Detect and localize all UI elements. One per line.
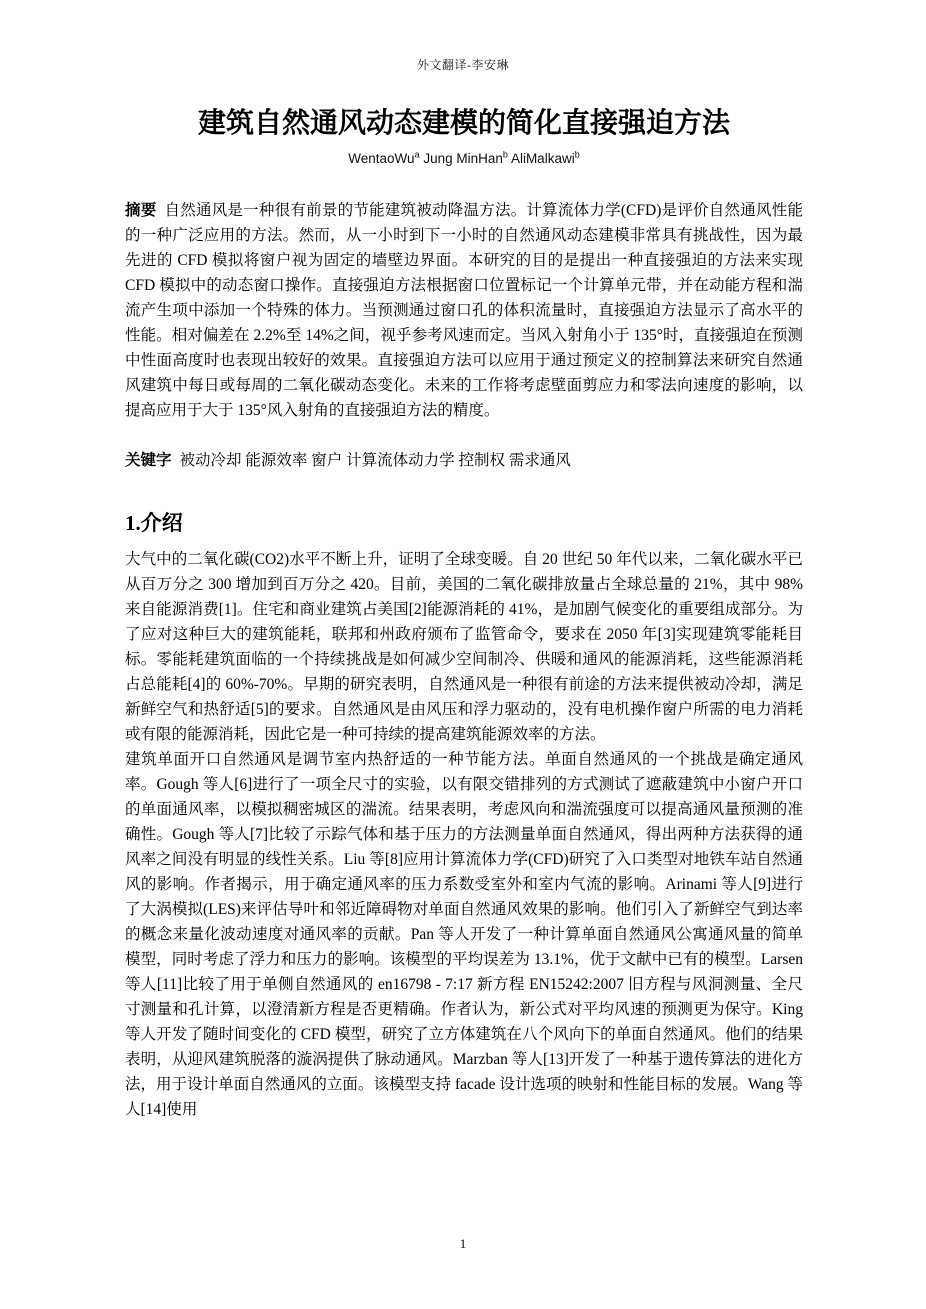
abstract-label: 摘要 (125, 202, 157, 220)
keywords-label: 关键字 (125, 452, 172, 470)
abstract-paragraph (125, 198, 803, 423)
author-name: Jung MinHan (423, 151, 503, 167)
author-name: WentaoWu (348, 151, 415, 167)
author-affiliation-mark: a (414, 149, 420, 160)
paper-title: 建筑自然通风动态建模的简化直接强迫方法 (197, 108, 730, 139)
page-number: 1 (459, 1236, 467, 1251)
page-content (125, 106, 803, 1122)
abstract-text: 自然通风是一种很有前景的节能建筑被动降温方法。计算流体力学(CFD)是评价自然通风性能的一种广泛应用的方法。然而，从一小时到下一小时的自然通风动态建模非常具有挑战性，因为最先进的 CFD 模拟将窗户视为固定的墙壁边界面。本研究的目的是提出一种直接强迫的方法来实现 CFD 模拟中的动态窗口操作。直接强迫方法根据窗口位置标记一个计算单元带，并在动能方程和湍流产生项中添加一个特殊的体力。当预测通过窗口孔的体积流量时，直接强迫方法显示了高水平的性能。相对偏差在 2.2%至 14%之间，视乎参考风速而定。当风入射角小于 135°时，直接强迫在预测中性面高度时也表现出较好的效果。直接强迫方法可以应用于通过预定义的控制算法来研究自然通风建筑中每日或每周的二氧化碳动态变化。未来的工作将考虑壁面剪应力和零法向速度的影响，以提高应用于大于 135°风入射角的直接强迫方法的精度。 (125, 202, 803, 420)
author-affiliation-mark: b (502, 149, 508, 160)
keywords-text: 被动冷却 能源效率 窗户 计算流体动力学 控制权 需求通风 (179, 452, 571, 470)
body-paragraph-2: 建筑单面开口自然通风是调节室内热舒适的一种节能方法。单面自然通风的一个挑战是确定通风率。Gough 等人[6]进行了一项全尺寸的实验，以有限交错排列的方式测试了遮蔽建筑中小窗户开口的单面通风率，以模拟稠密城区的湍流。结果表明，考虑风向和湍流强度可以提高通风量预测的准确性。Gough 等人[7]比较了示踪气体和基于压力的方法测量单面自然通风，得出两种方法获得的通风率之间没有明显的线性关系。Liu 等[8]应用计算流体力学(CFD)研究了入口类型对地铁车站自然通风的影响。作者揭示，用于确定通风率的压力系数受室外和室内气流的影响。Arinami 等人[9]进行了大涡模拟(LES)来评估导叶和邻近障碍物对单面自然通风效果的影响。他们引入了新鲜空气到达率的概念来量化波动速度对通风率的贡献。Pan 等人开发了一种计算单面自然通风公寓通风量的简单模型，同时考虑了浮力和压力的影响。该模型的平均误差为 13.1%，优于文献中已有的模型。Larsen 等人[11]比较了用于单侧自然通风的 en16798 - 7:17 新方程 EN15242:2007 旧方程与风洞测量、全尺寸测量和孔计算，以澄清新方程是否更精确。作者认为，新公式对平均风速的预测更为保守。King 等人开发了随时间变化的 CFD 模型，研究了立方体建筑在八个风向下的单面自然通风。他们的结果表明，从迎风建筑脱落的漩涡提供了脉动通风。Marzban 等人[13]开发了一种基于遗传算法的进化方法，用于设计单面自然通风的立面。该模型支持 facade 设计选项的映射和性能目标的发展。Wang 等人[14]使用 (125, 751, 803, 1119)
document-header: 外文翻译-李安琳 (417, 58, 509, 72)
authors-line (125, 151, 803, 166)
author-name: AliMalkawi (510, 151, 575, 167)
section-heading-introduction: 1.介绍 (125, 511, 183, 536)
body-paragraph-1: 大气中的二氧化碳(CO2)水平不断上升，证明了全球变暖。自 20 世纪 50 年代以来，二氧化碳水平已从百万分之 300 增加到百万分之 420。目前，美国的二氧化碳排放量占全球总量的 21%，其中 98%来自能源消费[1]。住宅和商业建筑占美国[2]能源消耗的 41%，是加剧气候变化的重要组成部分。为了应对这种巨大的建筑能耗，联邦和州政府颁布了监管命令，要求在 2050 年[3]实现建筑零能耗目标。零能耗建筑面临的一个持续挑战是如何减少空间制冷、供暖和通风的能源消耗，这些能源消耗占总能耗[4]的 60%-70%。早期的研究表明，自然通风是一种很有前途的方法来提供被动冷却，满足新鲜空气和热舒适[5]的要求。自然通风是由风压和浮力驱动的，没有电机操作窗户所需的电力消耗或有限的能源消耗，因此它是一种可持续的提高建筑能源效率的方法。 (125, 551, 803, 744)
author-affiliation-mark: b (574, 149, 580, 160)
keywords-line (125, 448, 803, 473)
